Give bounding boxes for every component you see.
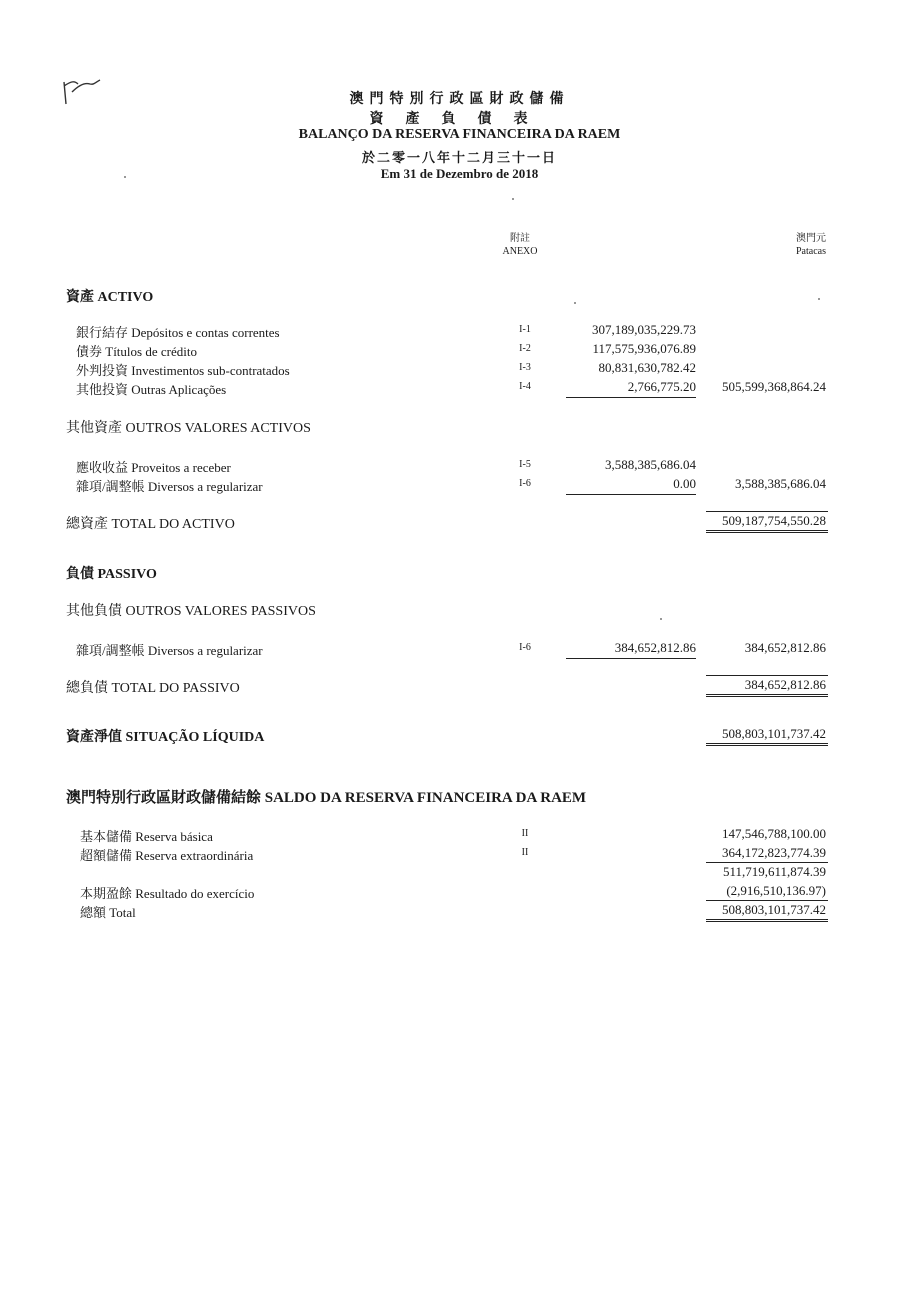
activo-row-annex: I-1 — [519, 324, 531, 335]
double-underline — [706, 694, 828, 697]
saldo-row-value: (2,916,510,136.97) — [726, 883, 826, 898]
saldo-subtotal-value: 511,719,611,874.39 — [722, 864, 826, 879]
report-subtitle-cn: 資產負債表 — [369, 112, 550, 127]
underline — [566, 494, 696, 495]
saldo-row-label: 本期盈餘 Resultado do exercício — [80, 886, 255, 901]
section-heading-activo: 資產 ACTIVO — [66, 290, 154, 305]
outros-activos-row-label: 應收收益 Proveitos a receber — [76, 460, 231, 475]
activo-row-amount: 2,766,775.20 — [627, 379, 696, 394]
activo-row-annex: I-3 — [519, 362, 531, 373]
activo-row-amount: 307,189,035,229.73 — [592, 322, 696, 337]
annex-header-pt: ANEXO — [502, 246, 538, 257]
saldo-row-annex: II — [521, 828, 529, 839]
saldo-row-annex: II — [521, 847, 529, 858]
total-passivo-label: 總負債 TOTAL DO PASSIVO — [66, 681, 240, 696]
underline — [706, 900, 828, 901]
annex-column-header — [500, 232, 540, 258]
activo-subtotal: 505,599,368,864.24 — [722, 379, 826, 394]
double-underline — [706, 743, 828, 746]
report-title-cn: 澳門特別行政區財政儲備 — [349, 92, 570, 107]
scan-speck — [818, 298, 820, 300]
activo-row-annex: I-4 — [519, 381, 531, 392]
total-activo-value: 509,187,754,550.28 — [722, 513, 826, 528]
saldo-row-value: 147,546,788,100.00 — [722, 826, 826, 841]
total-activo-label: 總資產 TOTAL DO ACTIVO — [66, 517, 235, 532]
underline — [566, 397, 696, 398]
scan-speck — [124, 176, 126, 178]
section-heading-saldo: 澳門特別行政區財政儲備結餘 SALDO DA RESERVA FINANCEIRA DA RAEM — [66, 790, 587, 806]
outros-passivos-subtotal: 384,652,812.86 — [744, 640, 826, 655]
underline — [706, 511, 828, 512]
saldo-row-label: 超額儲備 Reserva extraordinária — [80, 848, 254, 863]
outros-activos-row-amount: 3,588,385,686.04 — [605, 457, 696, 472]
situacao-liquida-label: 資產淨值 SITUAÇÃO LÍQUIDA — [66, 730, 265, 745]
situacao-liquida-value: 508,803,101,737.42 — [722, 726, 826, 741]
saldo-total-label: 總額 Total — [80, 905, 136, 920]
double-underline — [706, 530, 828, 533]
report-date-cn: 於二零一八年十二月三十一日 — [361, 150, 557, 165]
saldo-total-value: 508,803,101,737.42 — [722, 902, 826, 917]
underline — [706, 862, 828, 863]
section-heading-passivo: 負債 PASSIVO — [66, 567, 157, 582]
currency-column-header — [746, 232, 826, 258]
outros-passivos-row-annex: I-6 — [519, 642, 531, 653]
outros-activos-row-annex: I-6 — [519, 478, 531, 489]
activo-row-amount: 80,831,630,782.42 — [598, 360, 696, 375]
section-heading-outros-passivos: 其他負債 OUTROS VALORES PASSIVOS — [66, 604, 316, 619]
outros-activos-subtotal: 3,588,385,686.04 — [735, 476, 826, 491]
outros-activos-row-annex: I-5 — [519, 459, 531, 470]
activo-row-annex: I-2 — [519, 343, 531, 354]
outros-activos-row-label: 雜項/調整帳 Diversos a regularizar — [76, 479, 263, 494]
underline — [706, 675, 828, 676]
outros-activos-row-amount: 0.00 — [673, 476, 696, 491]
annex-header-cn: 附註 — [510, 233, 530, 244]
activo-row-amount: 117,575,936,076.89 — [592, 341, 696, 356]
saldo-row-value: 364,172,823,774.39 — [722, 845, 826, 860]
scan-speck — [512, 198, 514, 200]
scan-speck — [660, 618, 662, 620]
outros-passivos-row-label: 雜項/調整帳 Diversos a regularizar — [76, 643, 263, 658]
total-passivo-value: 384,652,812.86 — [744, 677, 826, 692]
activo-row-label: 外判投資 Investimentos sub-contratados — [76, 363, 290, 378]
currency-header-cn: 澳門元 — [796, 233, 826, 244]
activo-row-label: 其他投資 Outras Aplicações — [76, 382, 227, 397]
outros-passivos-row-amount: 384,652,812.86 — [614, 640, 696, 655]
scan-speck — [574, 302, 576, 304]
currency-header-pt: Patacas — [796, 246, 826, 257]
report-title-pt: BALANÇO DA RESERVA FINANCEIRA DA RAEM — [298, 127, 621, 142]
activo-row-label: 債券 Títulos de crédito — [76, 344, 197, 359]
double-underline — [706, 919, 828, 922]
report-date-pt: Em 31 de Dezembro de 2018 — [380, 166, 539, 181]
section-heading-outros-activos: 其他資產 OUTROS VALORES ACTIVOS — [66, 421, 311, 436]
underline — [566, 658, 696, 659]
activo-row-label: 銀行結存 Depósitos e contas correntes — [76, 325, 280, 340]
saldo-row-label: 基本儲備 Reserva básica — [80, 829, 213, 844]
